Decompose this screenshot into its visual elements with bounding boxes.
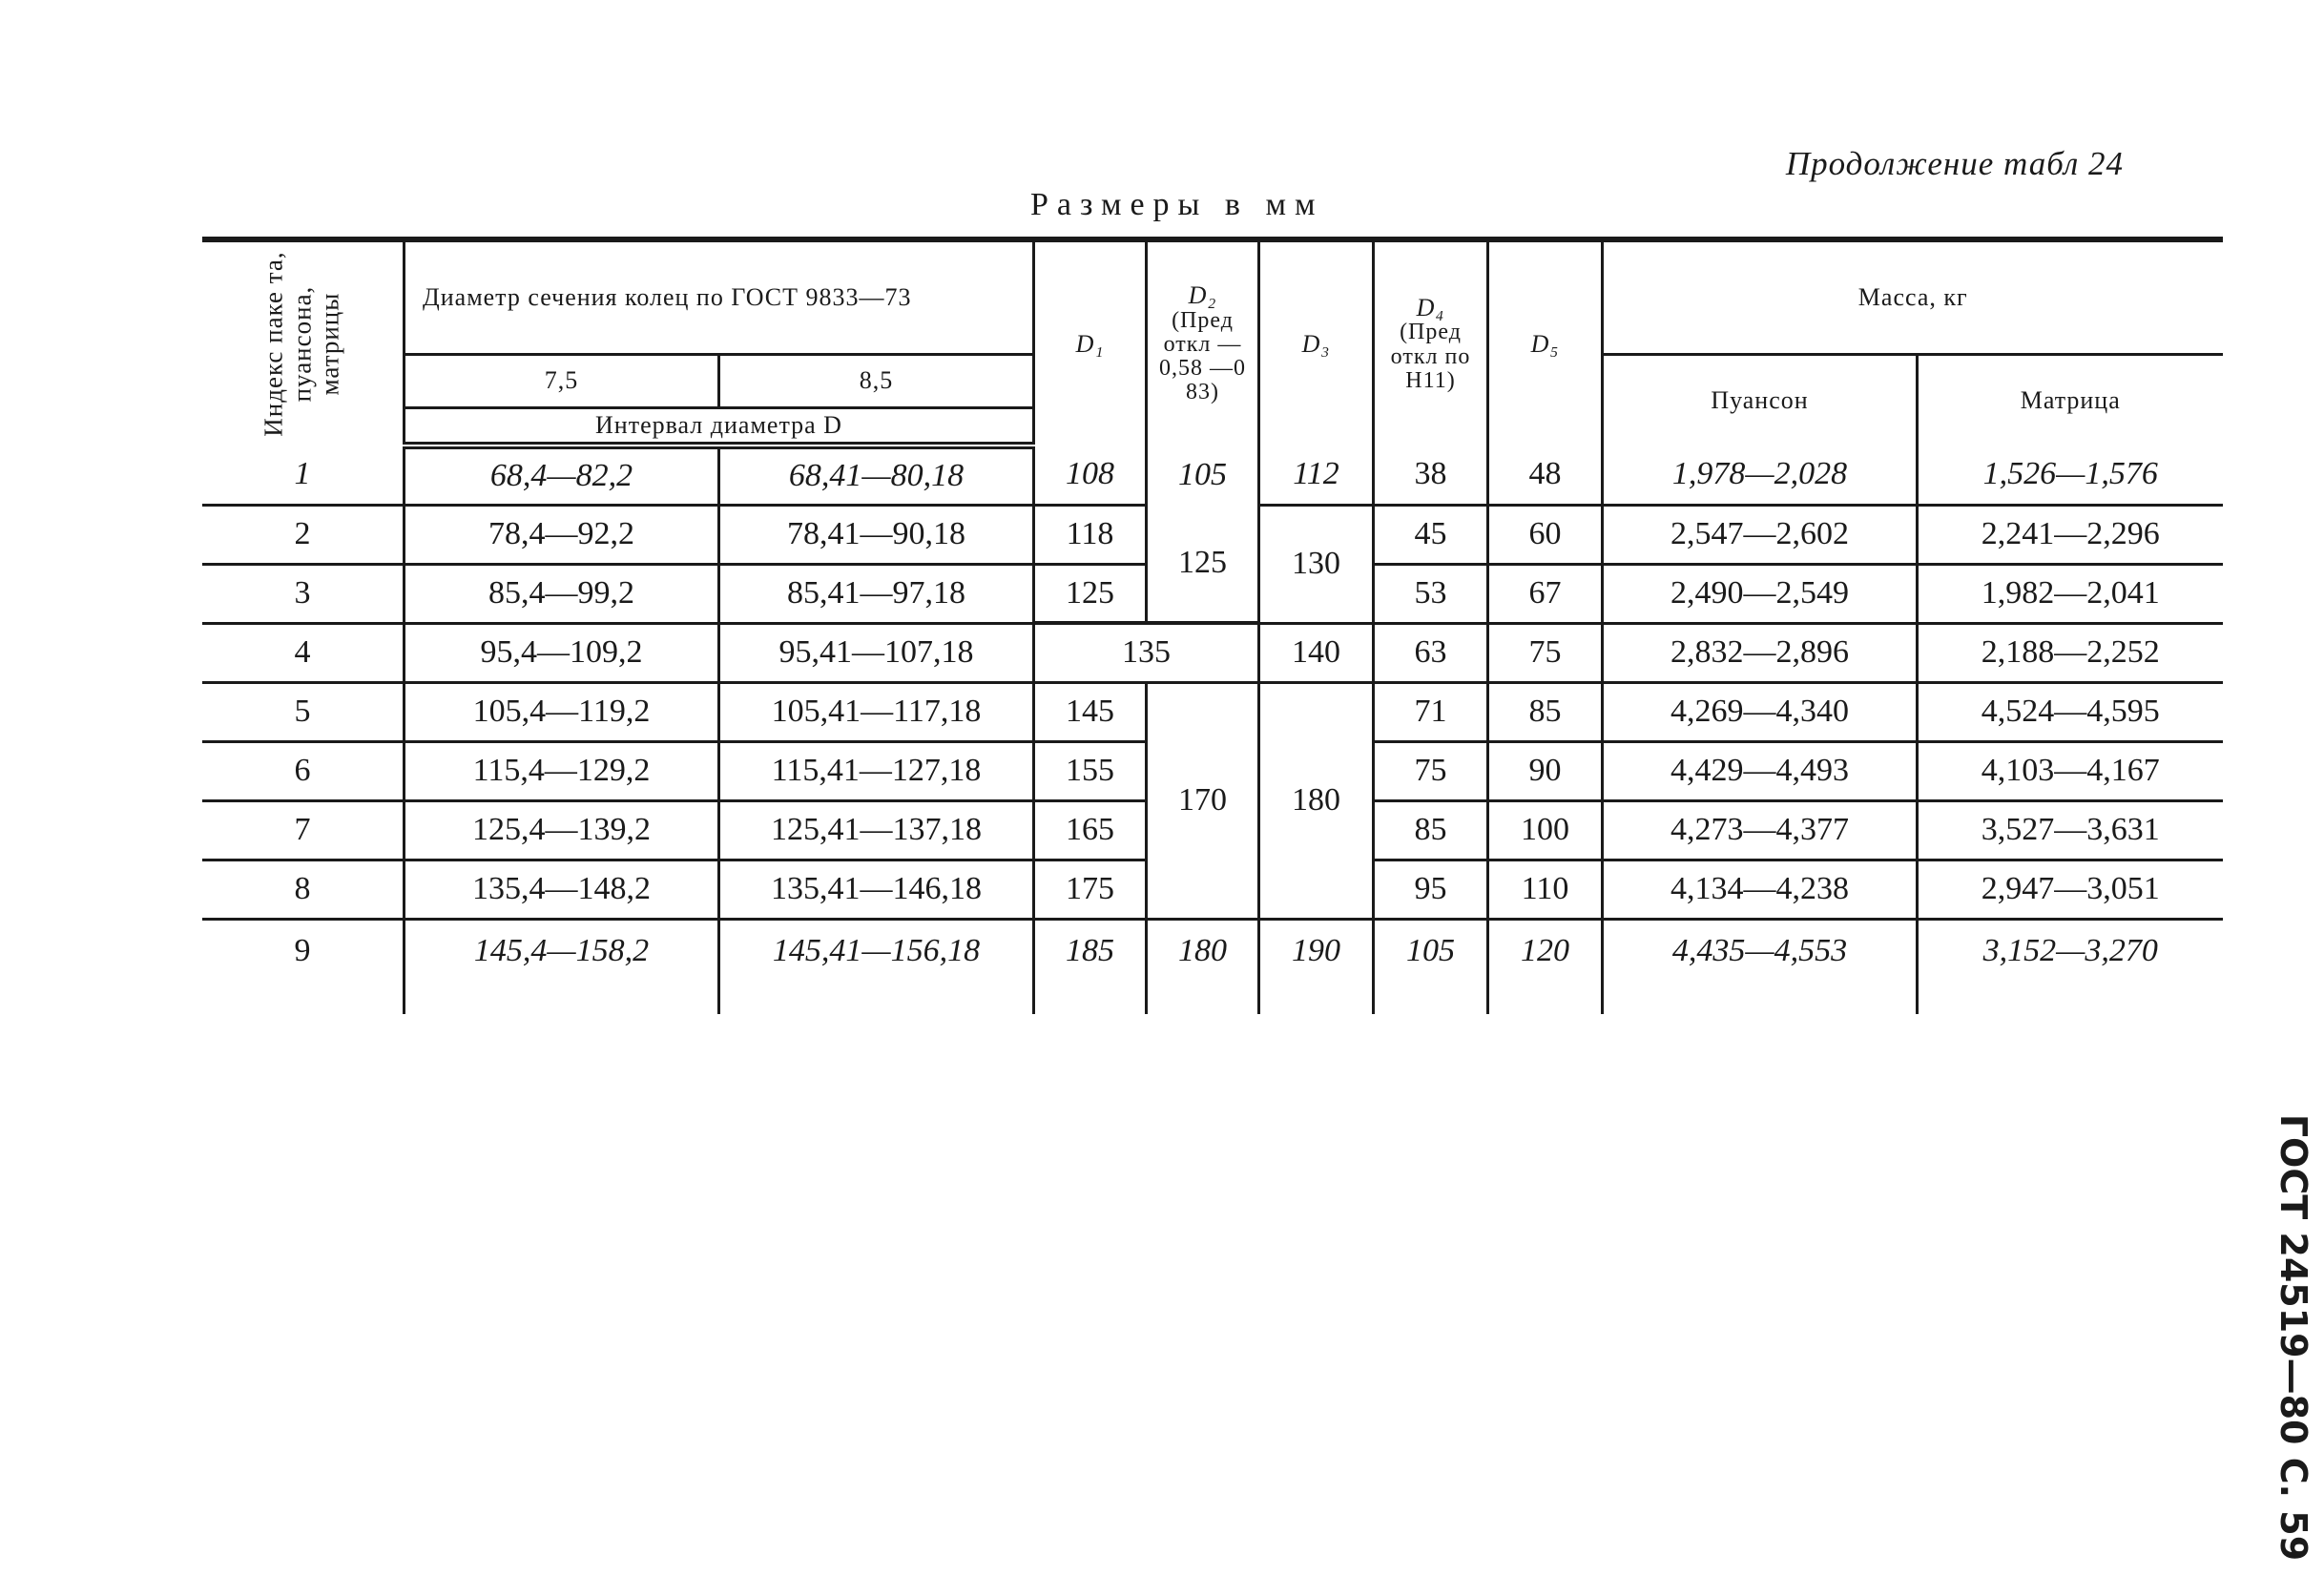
cell-ring-85: 105,41—117,18 xyxy=(719,682,1034,741)
cell-d4: 75 xyxy=(1374,741,1488,800)
header-d2-note: (Пред откл —0,58 —0 83) xyxy=(1159,307,1246,405)
table-continuation-caption: Продолжение табл 24 xyxy=(1785,145,2124,182)
cell-d4: 105 xyxy=(1374,919,1488,1014)
cell-die-mass: 2,188—2,252 xyxy=(1918,623,2223,682)
units-caption: Размеры в мм xyxy=(1030,187,1324,222)
header-d5-label: D₅ xyxy=(1530,329,1560,358)
header-d4 xyxy=(1374,239,1488,446)
cell-punch-mass: 2,547—2,602 xyxy=(1603,505,1918,564)
cell-punch-mass: 4,134—4,238 xyxy=(1603,860,1918,919)
cell-d1: 185 xyxy=(1034,919,1147,1014)
cell-ring-85: 95,41—107,18 xyxy=(719,623,1034,682)
cell-d4: 63 xyxy=(1374,623,1488,682)
header-ring-75: 7,5 xyxy=(405,354,719,407)
cell-ring-75: 135,4—148,2 xyxy=(405,860,719,919)
table-row xyxy=(202,623,2223,682)
cell-d3-merged: 180 xyxy=(1259,682,1374,919)
cell-ring-75: 125,4—139,2 xyxy=(405,800,719,860)
cell-d5: 90 xyxy=(1488,741,1603,800)
row-index: 2 xyxy=(202,505,405,564)
header-mass: Масса, кг xyxy=(1603,239,2223,354)
header-d4-note: (Пред откл по H11) xyxy=(1390,320,1471,393)
header-d1 xyxy=(1034,239,1147,446)
cell-d4: 85 xyxy=(1374,800,1488,860)
cell-d3-merged: 130 xyxy=(1259,505,1374,623)
cell-die-mass: 1,526—1,576 xyxy=(1918,446,2223,505)
cell-d1: 165 xyxy=(1034,800,1147,860)
cell-ring-85: 115,41—127,18 xyxy=(719,741,1034,800)
cell-ring-75: 78,4—92,2 xyxy=(405,505,719,564)
header-index xyxy=(202,239,405,446)
cell-d2: 105 xyxy=(1147,446,1259,505)
cell-ring-85: 85,41—97,18 xyxy=(719,564,1034,623)
row-index: 7 xyxy=(202,800,405,860)
cell-d2: 180 xyxy=(1147,919,1259,1014)
header-d3-label: D₃ xyxy=(1301,329,1331,358)
cell-d3: 140 xyxy=(1259,623,1374,682)
cell-d1: 155 xyxy=(1034,741,1147,800)
row-index: 1 xyxy=(202,446,405,505)
document-code: ГОСТ 24519—80 С. 59 xyxy=(2272,1113,2315,1562)
cell-d5: 120 xyxy=(1488,919,1603,1014)
cell-d3: 190 xyxy=(1259,919,1374,1014)
cell-d3: 112 xyxy=(1259,446,1374,505)
cell-d4: 53 xyxy=(1374,564,1488,623)
cell-d4: 38 xyxy=(1374,446,1488,505)
row-index: 8 xyxy=(202,860,405,919)
cell-d5: 110 xyxy=(1488,860,1603,919)
cell-die-mass: 4,103—4,167 xyxy=(1918,741,2223,800)
header-d2 xyxy=(1147,239,1259,446)
cell-d1: 108 xyxy=(1034,446,1147,505)
cell-punch-mass: 2,832—2,896 xyxy=(1603,623,1918,682)
cell-die-mass: 2,241—2,296 xyxy=(1918,505,2223,564)
cell-die-mass: 2,947—3,051 xyxy=(1918,860,2223,919)
header-d1-label: D₁ xyxy=(1075,329,1105,358)
cell-die-mass: 3,527—3,631 xyxy=(1918,800,2223,860)
cell-punch-mass: 4,273—4,377 xyxy=(1603,800,1918,860)
cell-punch-mass: 2,490—2,549 xyxy=(1603,564,1918,623)
cell-ring-85: 125,41—137,18 xyxy=(719,800,1034,860)
cell-d1: 118 xyxy=(1034,505,1147,564)
cell-ring-85: 135,41—146,18 xyxy=(719,860,1034,919)
cell-d1: 175 xyxy=(1034,860,1147,919)
table-row xyxy=(202,446,2223,505)
header-d3 xyxy=(1259,239,1374,446)
cell-die-mass: 1,982—2,041 xyxy=(1918,564,2223,623)
header-punch: Пуансон xyxy=(1603,354,1918,446)
table-row xyxy=(202,919,2223,1014)
row-index: 5 xyxy=(202,682,405,741)
cell-ring-85: 68,41—80,18 xyxy=(719,446,1034,505)
cell-punch-mass: 4,435—4,553 xyxy=(1603,919,1918,1014)
header-d2-symbol: D₂ xyxy=(1188,281,1217,310)
header-interval: Интервал диаметра D xyxy=(405,407,1034,446)
header-index-label: Индекс паке та, пуансона, матрицы xyxy=(259,251,344,437)
cell-d1: 125 xyxy=(1034,564,1147,623)
cell-d4: 95 xyxy=(1374,860,1488,919)
table-row xyxy=(202,505,2223,564)
cell-ring-85: 145,41—156,18 xyxy=(719,919,1034,1014)
cell-ring-75: 145,4—158,2 xyxy=(405,919,719,1014)
cell-d4: 45 xyxy=(1374,505,1488,564)
dimensions-table xyxy=(202,237,2223,1014)
row-index: 9 xyxy=(294,932,311,968)
cell-ring-75: 95,4—109,2 xyxy=(405,623,719,682)
row-index: 4 xyxy=(202,623,405,682)
cell-punch-mass: 4,429—4,493 xyxy=(1603,741,1918,800)
header-die: Матрица xyxy=(1918,354,2223,446)
row-index: 6 xyxy=(202,741,405,800)
header-d5 xyxy=(1488,239,1603,446)
cell-ring-75: 68,4—82,2 xyxy=(405,446,719,505)
cell-d2-merged: 170 xyxy=(1147,682,1259,919)
cell-punch-mass: 4,269—4,340 xyxy=(1603,682,1918,741)
cell-ring-85: 78,41—90,18 xyxy=(719,505,1034,564)
row-index: 3 xyxy=(202,564,405,623)
header-ring-85: 8,5 xyxy=(719,354,1034,407)
cell-d5: 60 xyxy=(1488,505,1603,564)
cell-d4: 71 xyxy=(1374,682,1488,741)
cell-ring-75: 105,4—119,2 xyxy=(405,682,719,741)
cell-d5: 67 xyxy=(1488,564,1603,623)
cell-die-mass: 3,152—3,270 xyxy=(1918,919,2223,1014)
cell-die-mass: 4,524—4,595 xyxy=(1918,682,2223,741)
cell-d5: 75 xyxy=(1488,623,1603,682)
cell-d2-merged: 125 xyxy=(1147,505,1259,623)
cell-d1: 145 xyxy=(1034,682,1147,741)
header-ring-diameter: Диаметр сечения колец по ГОСТ 9833—73 xyxy=(405,239,1034,354)
cell-ring-75: 115,4—129,2 xyxy=(405,741,719,800)
cell-punch-mass: 1,978—2,028 xyxy=(1603,446,1918,505)
cell-d5: 100 xyxy=(1488,800,1603,860)
cell-d5: 48 xyxy=(1488,446,1603,505)
cell-ring-75: 85,4—99,2 xyxy=(405,564,719,623)
cell-d5: 85 xyxy=(1488,682,1603,741)
header-d4-symbol: D₄ xyxy=(1416,294,1445,322)
table-row xyxy=(202,682,2223,741)
cell-d1-d2-merged: 135 xyxy=(1034,623,1259,682)
